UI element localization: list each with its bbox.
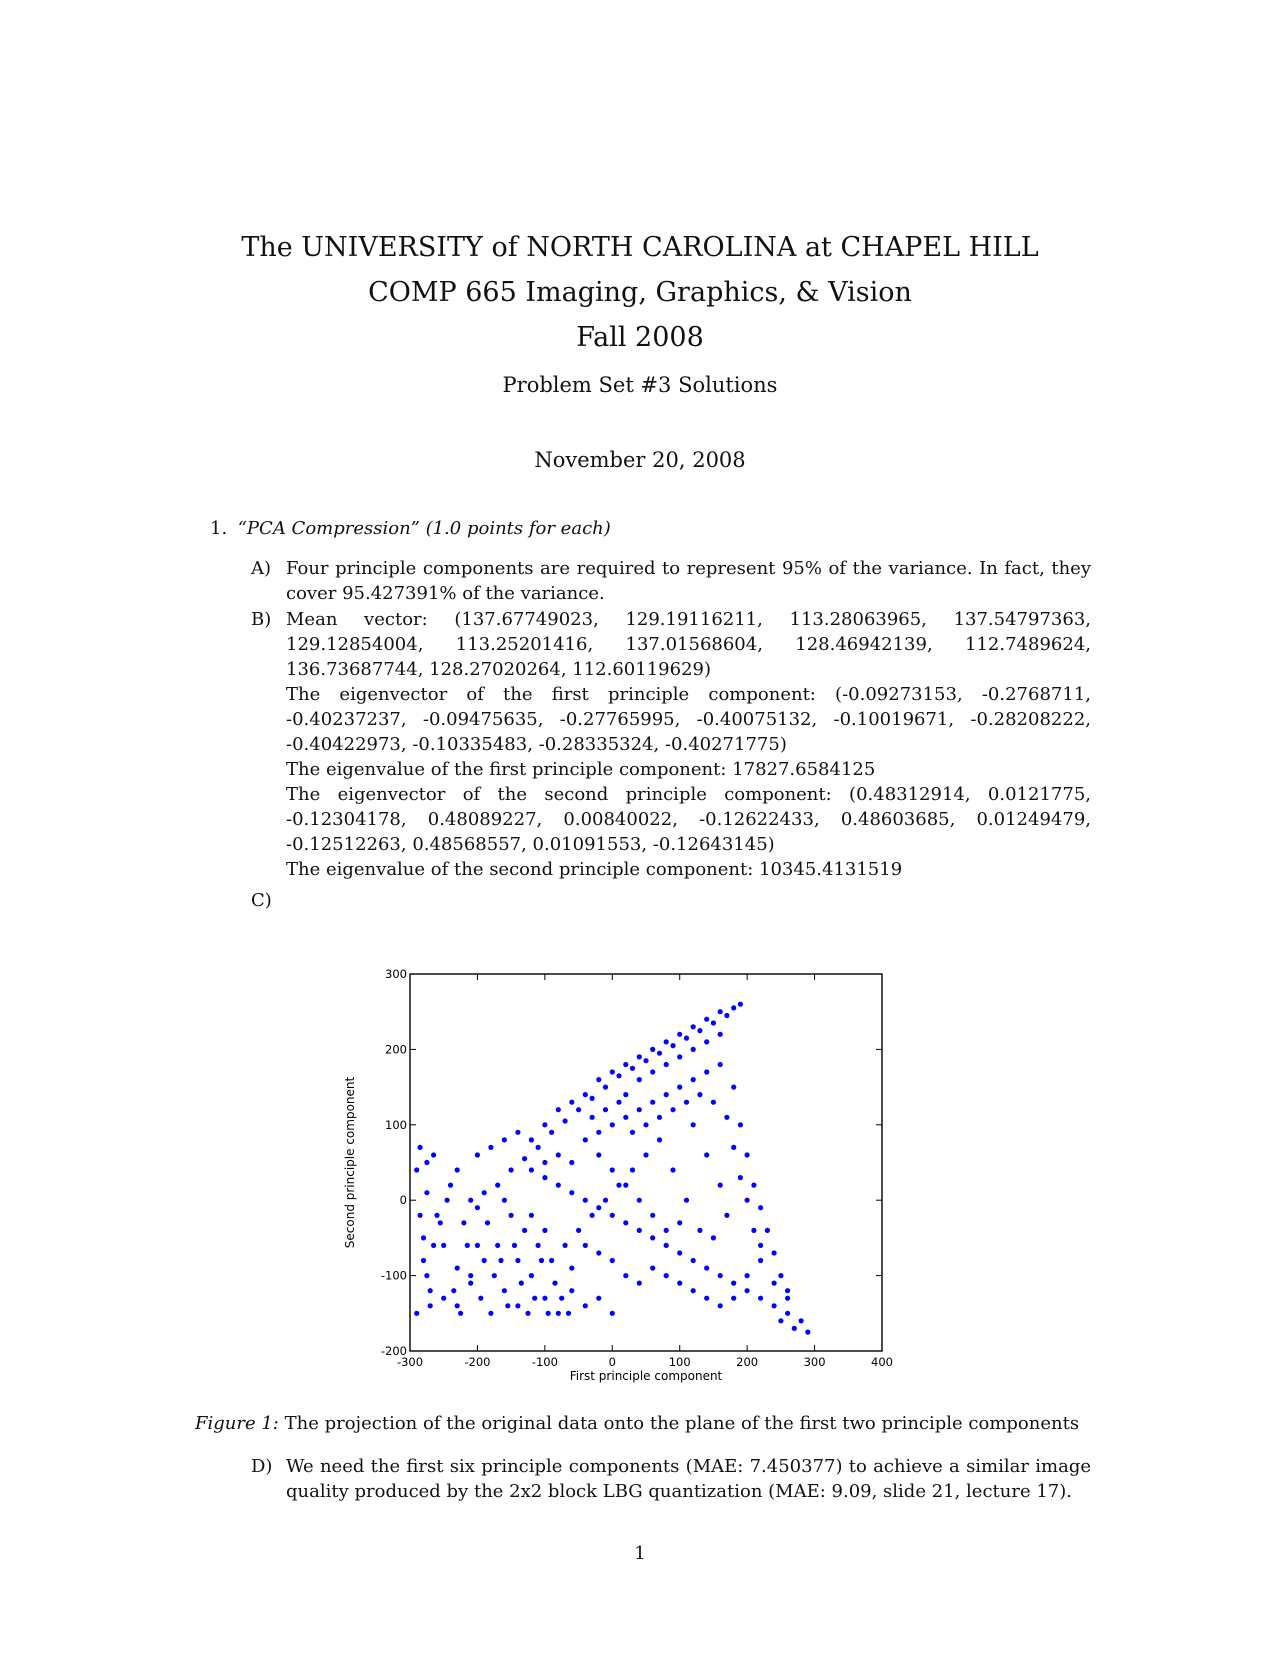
data-point [677, 1085, 682, 1090]
data-point [704, 1069, 709, 1074]
pca-scatter-chart [330, 960, 893, 1390]
data-point [505, 1303, 510, 1308]
data-point [738, 1175, 743, 1180]
data-point [637, 1228, 642, 1233]
x-tick-label: -100 [531, 1355, 558, 1369]
data-point [805, 1330, 810, 1335]
data-point [610, 1311, 615, 1316]
data-point [610, 1069, 615, 1074]
data-point [596, 1205, 601, 1210]
mean-vector: Mean vector: (137.67749023, 129.19116211, 113.28063965, 137.54797363, 129.12854004, 113.25201416, 137.01568604, 128.46942139, 112.7489624, 136.73687744, 128.27020264, 112.60119629) [286, 609, 1091, 680]
data-point [569, 1160, 574, 1165]
data-point [630, 1167, 635, 1172]
data-point [718, 1062, 723, 1067]
eigenvalue-1: The eigenvalue of the first principle component: 17827.6584125 [286, 759, 876, 780]
data-point [643, 1058, 648, 1063]
data-point [704, 1296, 709, 1301]
data-point [502, 1198, 507, 1203]
data-point [455, 1303, 460, 1308]
data-point [616, 1183, 621, 1188]
data-point [455, 1167, 460, 1172]
data-point [488, 1311, 493, 1316]
data-point [657, 1051, 662, 1056]
data-point [475, 1243, 480, 1248]
data-point [799, 1318, 804, 1323]
data-point [738, 1122, 743, 1127]
data-point [637, 1198, 642, 1203]
data-point [677, 1281, 682, 1286]
data-point [475, 1152, 480, 1157]
data-point [704, 1017, 709, 1022]
data-point [691, 1077, 696, 1082]
data-point [785, 1288, 790, 1293]
data-point [711, 1235, 716, 1240]
data-point [492, 1273, 497, 1278]
data-point [596, 1296, 601, 1301]
data-point [711, 1020, 716, 1025]
data-point [468, 1281, 473, 1286]
plot-frame [410, 974, 882, 1351]
data-point [583, 1137, 588, 1142]
data-point [542, 1296, 547, 1301]
data-point [542, 1160, 547, 1165]
data-point [637, 1281, 642, 1286]
part-b-label: B) [251, 609, 272, 630]
university-title: The UNIVERSITY of NORTH CAROLINA at CHAPEL HILL [241, 232, 1039, 263]
data-point [542, 1122, 547, 1127]
data-point [536, 1145, 541, 1150]
data-point [664, 1039, 669, 1044]
data-point [650, 1266, 655, 1271]
data-point [529, 1273, 534, 1278]
data-point [772, 1250, 777, 1255]
data-point [610, 1167, 615, 1172]
question-1-heading [210, 518, 611, 539]
data-point [731, 1145, 736, 1150]
data-point [590, 1213, 595, 1218]
data-point [616, 1073, 621, 1078]
data-point [785, 1311, 790, 1316]
data-point [414, 1311, 419, 1316]
x-tick-label: 200 [736, 1355, 759, 1369]
data-point [718, 1032, 723, 1037]
data-point [583, 1243, 588, 1248]
data-point [684, 1198, 689, 1203]
data-point [745, 1198, 750, 1203]
data-point [677, 1054, 682, 1059]
data-point [495, 1183, 500, 1188]
data-point [637, 1107, 642, 1112]
data-point [482, 1258, 487, 1263]
eigenvalue-2: The eigenvalue of the second principle component: 10345.4131519 [286, 859, 903, 880]
part-a-text: Four principle components are required to represent 95% of the variance. In fact, they cover 95.427391% of the variance. [286, 558, 1091, 604]
data-point [596, 1152, 601, 1157]
data-point [650, 1235, 655, 1240]
data-point [583, 1303, 588, 1308]
data-point [569, 1100, 574, 1105]
data-point [596, 1250, 601, 1255]
data-point [610, 1258, 615, 1263]
figure-caption [195, 1413, 1079, 1434]
data-point [512, 1243, 517, 1248]
data-point [758, 1205, 763, 1210]
data-point [731, 1085, 736, 1090]
data-point [751, 1183, 756, 1188]
y-tick-label: 100 [385, 1117, 407, 1132]
data-point [418, 1145, 423, 1150]
data-point [424, 1160, 429, 1165]
data-point [556, 1311, 561, 1316]
data-point [724, 1013, 729, 1018]
data-point [610, 1122, 615, 1127]
data-point [596, 1077, 601, 1082]
data-point [664, 1062, 669, 1067]
data-point [434, 1213, 439, 1218]
x-tick-label: 100 [668, 1355, 691, 1369]
eigenvector-2: The eigenvector of the second principle component: (0.48312914, 0.0121775, -0.12304178, 0.48089227, 0.00840022, -0.12622433, 0.48603685, 0.01249479, -0.12512263, 0.48568557, 0.01091553, -0.12643145) [286, 784, 1091, 855]
data-point [718, 1273, 723, 1278]
course-title: COMP 665 Imaging, Graphics, & Vision [368, 277, 912, 308]
data-point [596, 1130, 601, 1135]
data-point [569, 1288, 574, 1293]
data-point [637, 1054, 642, 1059]
part-d-text: We need the first six principle components (MAE: 7.450377) to achieve a similar image quality produced by the 2x2 block LBG quantization (MAE: 9.09, slide 21, lecture 17). [286, 1456, 1091, 1502]
data-point [691, 1047, 696, 1052]
data-point [718, 1009, 723, 1014]
data-point [623, 1273, 628, 1278]
y-tick-label: -200 [380, 1344, 407, 1358]
data-point [475, 1205, 480, 1210]
data-point [428, 1288, 433, 1293]
data-point [704, 1039, 709, 1044]
data-point [630, 1130, 635, 1135]
data-point [718, 1303, 723, 1308]
data-point [441, 1296, 446, 1301]
data-point [468, 1273, 473, 1278]
data-point [509, 1167, 514, 1172]
data-point [569, 1266, 574, 1271]
data-point [650, 1047, 655, 1052]
data-point [583, 1092, 588, 1097]
data-point [590, 1115, 595, 1120]
data-point [745, 1288, 750, 1293]
term: Fall 2008 [576, 322, 704, 353]
data-point [445, 1198, 450, 1203]
data-point [549, 1258, 554, 1263]
data-point [643, 1122, 648, 1127]
data-point [529, 1137, 534, 1142]
figure-caption-text: The projection of the original data onto the plane of the first two principle components [284, 1413, 1080, 1434]
data-point [556, 1152, 561, 1157]
data-point [670, 1043, 675, 1048]
part-a-label: A) [251, 558, 272, 579]
data-point [650, 1069, 655, 1074]
data-point [431, 1152, 436, 1157]
data-point [691, 1122, 696, 1127]
data-point [724, 1213, 729, 1218]
data-point [724, 1115, 729, 1120]
data-point [498, 1258, 503, 1263]
data-point [488, 1145, 493, 1150]
data-point [522, 1156, 527, 1161]
data-point [616, 1100, 621, 1105]
data-point [515, 1130, 520, 1135]
data-point [731, 1281, 736, 1286]
data-point [664, 1273, 669, 1278]
date: November 20, 2008 [534, 448, 746, 472]
data-point [623, 1092, 628, 1097]
data-point [772, 1281, 777, 1286]
data-point [478, 1296, 483, 1301]
data-point [428, 1303, 433, 1308]
data-point [576, 1107, 581, 1112]
data-point [559, 1296, 564, 1301]
eigenvector-1: The eigenvector of the first principle component: (-0.09273153, -0.2768711, -0.40237237, -0.09475635, -0.27765995, -0.40075132, -0.10019671, -0.28208222, -0.40422973, -0.10335483, -0.28335324, -0.40271775) [286, 684, 1091, 755]
data-point [697, 1228, 702, 1233]
data-point [684, 1036, 689, 1041]
x-tick-label: 0 [608, 1355, 616, 1369]
data-point [576, 1228, 581, 1233]
data-point [758, 1258, 763, 1263]
x-axis-label: First principle component [569, 1369, 723, 1383]
y-axis-label: Second principle component [343, 1076, 357, 1249]
problem-set-title: Problem Set #3 Solutions [502, 373, 778, 397]
data-point [515, 1303, 520, 1308]
data-point [461, 1220, 466, 1225]
x-tick-label: 400 [871, 1355, 893, 1369]
data-point [563, 1118, 568, 1123]
data-point [542, 1175, 547, 1180]
data-point [431, 1243, 436, 1248]
data-point [691, 1024, 696, 1029]
data-point [650, 1100, 655, 1105]
x-tick-label: 300 [803, 1355, 826, 1369]
data-point [650, 1213, 655, 1218]
data-point [704, 1266, 709, 1271]
data-point [421, 1258, 426, 1263]
data-point [765, 1228, 770, 1233]
part-b-text [286, 607, 1091, 882]
part-c-label: C) [251, 890, 272, 911]
data-point [684, 1100, 689, 1105]
data-point [637, 1077, 642, 1082]
data-point [731, 1296, 736, 1301]
data-point [502, 1137, 507, 1142]
data-point [519, 1281, 524, 1286]
data-point [677, 1250, 682, 1255]
y-tick-label: -100 [380, 1268, 407, 1283]
data-point [610, 1213, 615, 1218]
data-point [414, 1167, 419, 1172]
data-point [566, 1311, 571, 1316]
data-point [603, 1198, 608, 1203]
data-point [485, 1220, 490, 1225]
data-point [657, 1115, 662, 1120]
data-point [421, 1235, 426, 1240]
data-point [448, 1183, 453, 1188]
data-point [590, 1096, 595, 1101]
data-point [546, 1311, 551, 1316]
data-point [418, 1213, 423, 1218]
data-point [745, 1273, 750, 1278]
data-point [664, 1228, 669, 1233]
data-point [536, 1243, 541, 1248]
data-point [731, 1005, 736, 1010]
data-point [623, 1115, 628, 1120]
data-point [691, 1288, 696, 1293]
data-point [549, 1130, 554, 1135]
data-point [468, 1198, 473, 1203]
figure-label: Figure 1: [195, 1413, 279, 1434]
question-number: 1. [210, 518, 228, 539]
data-point [778, 1273, 783, 1278]
data-point [529, 1213, 534, 1218]
y-tick-label: 300 [385, 967, 407, 981]
data-point [556, 1107, 561, 1112]
data-point [643, 1152, 648, 1157]
part-d-label: D) [251, 1456, 273, 1477]
data-point [623, 1183, 628, 1188]
data-point [509, 1213, 514, 1218]
data-point [738, 1002, 743, 1007]
data-point [778, 1318, 783, 1323]
data-point [670, 1167, 675, 1172]
question-title: “PCA Compression” (1.0 points for each) [237, 518, 611, 539]
page-number: 1 [634, 1543, 646, 1564]
data-point [451, 1288, 456, 1293]
data-point [751, 1228, 756, 1233]
data-point [792, 1326, 797, 1331]
data-point [465, 1243, 470, 1248]
data-point [495, 1243, 500, 1248]
data-point [424, 1190, 429, 1195]
data-point [630, 1066, 635, 1071]
data-point [424, 1273, 429, 1278]
data-point [718, 1183, 723, 1188]
data-point [785, 1296, 790, 1301]
data-point [745, 1152, 750, 1157]
data-point [603, 1085, 608, 1090]
data-point [441, 1243, 446, 1248]
y-tick-label: 0 [399, 1193, 407, 1208]
data-point [697, 1092, 702, 1097]
data-point [711, 1100, 716, 1105]
data-point [525, 1311, 530, 1316]
data-point [583, 1198, 588, 1203]
data-point [657, 1137, 662, 1142]
data-point [515, 1258, 520, 1263]
data-point [539, 1258, 544, 1263]
data-point [569, 1190, 574, 1195]
data-point [704, 1152, 709, 1157]
data-point [677, 1220, 682, 1225]
data-point [664, 1243, 669, 1248]
data-point [623, 1220, 628, 1225]
data-point [664, 1092, 669, 1097]
x-tick-label: -300 [396, 1355, 424, 1369]
data-point [529, 1167, 534, 1172]
data-point [697, 1028, 702, 1033]
y-tick-label: 200 [385, 1042, 407, 1057]
data-point [772, 1303, 777, 1308]
data-point [670, 1107, 675, 1112]
data-point [502, 1288, 507, 1293]
data-point [758, 1296, 763, 1301]
data-point [532, 1296, 537, 1301]
data-point [691, 1258, 696, 1263]
data-point [623, 1062, 628, 1067]
data-point [455, 1266, 460, 1271]
data-point [458, 1311, 463, 1316]
data-point [603, 1107, 608, 1112]
data-point [677, 1032, 682, 1037]
data-point [563, 1243, 568, 1248]
data-point [552, 1281, 557, 1286]
data-point [758, 1243, 763, 1248]
x-tick-label: -200 [464, 1355, 491, 1369]
data-point [522, 1228, 527, 1233]
data-point [482, 1190, 487, 1195]
data-point [542, 1228, 547, 1233]
data-point [556, 1183, 561, 1188]
data-point [438, 1220, 443, 1225]
